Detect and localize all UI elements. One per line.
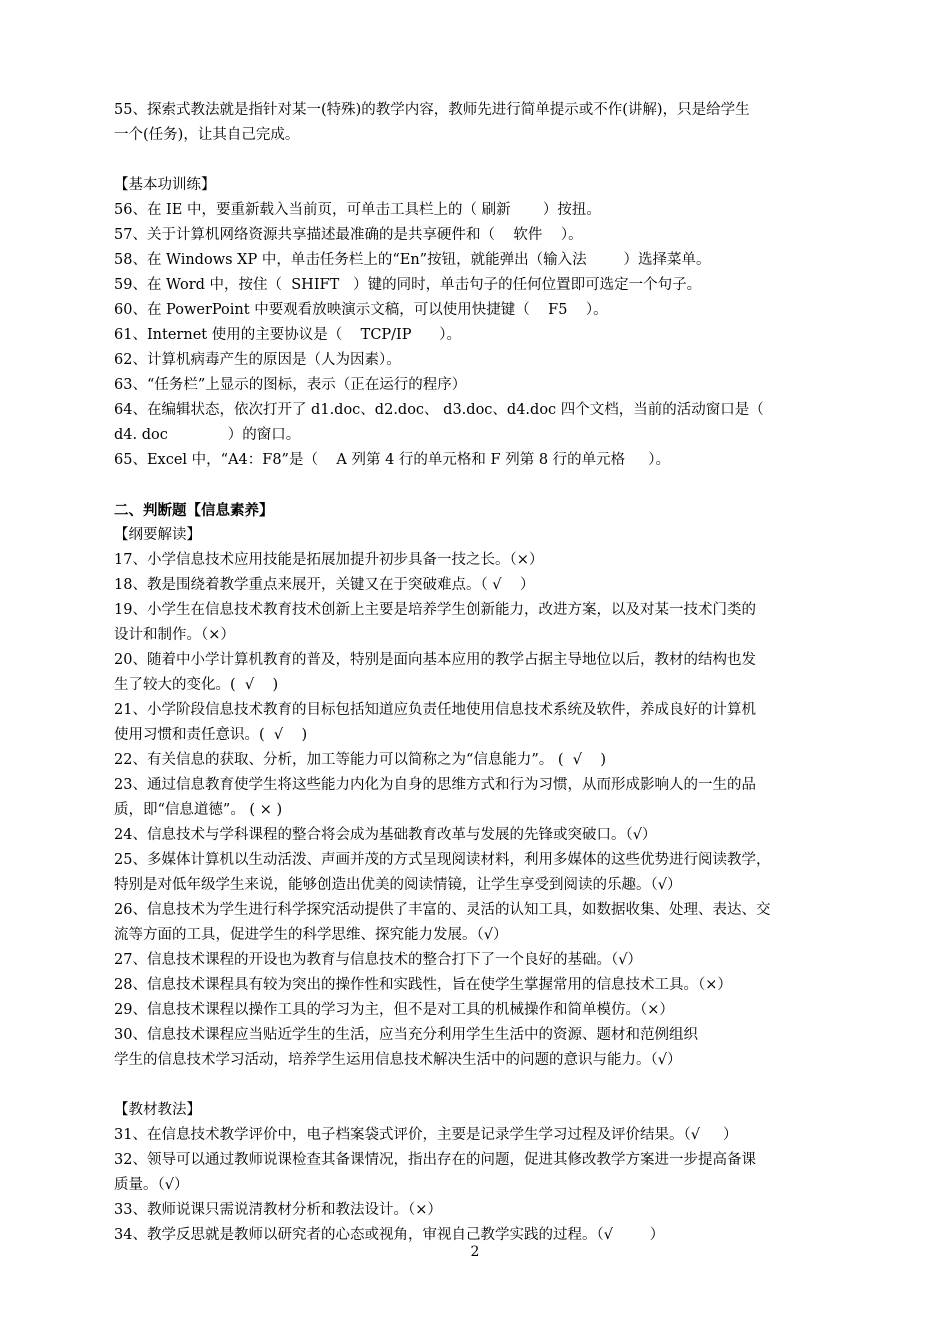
item-26: 26、信息技术为学生进行科学探究活动提供了丰富的、灵活的认知工具，如数据收集、处理、表达、交 <box>114 902 771 918</box>
item-25-cont: 特别是对低年级学生来说，能够创造出优美的阅读情镜，让学生享受到阅读的乐趣。（√） <box>114 877 682 893</box>
item-19-cont: 设计和制作。（×） <box>114 627 235 643</box>
item-25: 25、多媒体计算机以生动活泼、声画并茂的方式呈现阅读材料，利用多媒体的这些优势进行阅读教学， <box>114 852 771 868</box>
item-55: 55、探索式教法就是指针对某一(特殊)的教学内容，教师先进行简单提示或不作(讲解)，只是给学生 <box>114 102 750 118</box>
item-17: 17、小学信息技术应用技能是拓展加提升初步具备一技之长。（×） <box>114 552 544 568</box>
item-22: 22、有关信息的获取、分析，加工等能力可以简称之为“信息能力”。 ( √ ) <box>114 752 607 768</box>
item-18: 18、教是围绕着教学重点来展开，关键又在于突破难点。（ √ ） <box>114 577 535 593</box>
item-20: 20、随着中小学计算机教育的普及，特别是面向基本应用的教学占据主导地位以后，教材的结构也发 <box>114 652 756 668</box>
item-32: 32、领导可以通过教师说课检查其备课情况，指出存在的问题，促进其修改教学方案进一步提高备课 <box>114 1152 756 1168</box>
blank-line <box>114 1073 844 1098</box>
item-33: 33、教师说课只需说清教材分析和教法设计。（×） <box>114 1202 442 1218</box>
item-21-cont: 使用习惯和责任意识。( √ ) <box>114 727 308 743</box>
item-65: 65、Excel 中，“A4：F8”是（ A 列第 4 行的单元格和 F 列第 8 行的单元格 ）。 <box>114 452 670 468</box>
item-32-cont: 质量。（√） <box>114 1177 189 1193</box>
item-23: 23、通过信息教育使学生将这些能力内化为自身的思维方式和行为习惯，从而形成影响人的一生的品 <box>114 777 756 793</box>
item-64: 64、在编辑状态，依次打开了 d1.doc、d2.doc、 d3.doc、d4.doc 四个文档，当前的活动窗口是（ <box>114 402 764 418</box>
item-62: 62、计算机病毒产生的原因是（人为因素）。 <box>114 352 401 368</box>
item-57: 57、关于计算机网络资源共享描述最准确的是共享硬件和（ 软件 ）。 <box>114 227 583 243</box>
item-61: 61、Internet 使用的主要协议是（ TCP/IP ）。 <box>114 327 461 343</box>
item-29: 29、信息技术课程以操作工具的学习为主，但不是对工具的机械操作和简单模仿。（×） <box>114 1002 674 1018</box>
page-number: 2 <box>470 1244 480 1260</box>
item-64-cont: d4. doc ）的窗口。 <box>114 427 301 443</box>
item-31: 31、在信息技术教学评价中，电子档案袋式评价，主要是记录学生学习过程及评价结果。（√ ） <box>114 1127 738 1143</box>
item-63: 63、“任务栏”上显示的图标，表示（正在运行的程序） <box>114 377 467 393</box>
item-27: 27、信息技术课程的开设也为教育与信息技术的整合打下了一个良好的基础。（√） <box>114 952 642 968</box>
section-teaching-methods: 【教材教法】 <box>114 1102 201 1118</box>
item-60: 60、在 PowerPoint 中要观看放映演示文稿，可以使用快捷键（ F5 ）。 <box>114 302 608 318</box>
section-basic-training: 【基本功训练】 <box>114 177 216 193</box>
item-59: 59、在 Word 中，按住（ SHIFT ）键的同时，单击句子的任何位置即可选定一个句子。 <box>114 277 702 293</box>
item-30-cont: 学生的信息技术学习活动，培养学生运用信息技术解决生活中的问题的意识与能力。（√） <box>114 1052 682 1068</box>
section-outline: 【纲要解读】 <box>114 527 201 543</box>
item-56: 56、在 IE 中，要重新载入当前页，可单击工具栏上的（ 刷新 ）按扭。 <box>114 202 601 218</box>
item-30: 30、信息技术课程应当贴近学生的生活，应当充分利用学生生活中的资源、题材和范例组织 <box>114 1027 698 1043</box>
blank-line <box>114 473 844 498</box>
item-55-cont: 一个(任务)，让其自己完成。 <box>114 127 300 143</box>
section-true-false: 二、判断题【信息素养】 <box>114 502 274 519</box>
item-21: 21、小学阶段信息技术教育的目标包括知道应负责任地使用信息技术系统及软件，养成良好的计算机 <box>114 702 756 718</box>
item-34: 34、教学反思就是教师以研究者的心态或视角，审视自己教学实践的过程。（√ ） <box>114 1227 665 1243</box>
item-20-cont: 生了较大的变化。( √ ) <box>114 677 279 693</box>
item-24: 24、信息技术与学科课程的整合将会成为基础教育改革与发展的先锋或突破口。（√） <box>114 827 657 843</box>
document-page <box>114 98 844 1248</box>
item-19: 19、小学生在信息技术教育技术创新上主要是培养学生创新能力，改进方案，以及对某一技术门类的 <box>114 602 756 618</box>
blank-line <box>114 148 844 173</box>
item-58: 58、在 Windows XP 中，单击任务栏上的“En”按钮，就能弹出（输入法 ）选择菜单。 <box>114 252 711 268</box>
item-23-cont: 质，即“信息道德”。 ( × ) <box>114 802 283 818</box>
item-28: 28、信息技术课程具有较为突出的操作性和实践性，旨在使学生掌握常用的信息技术工具。（×） <box>114 977 732 993</box>
item-26-cont: 流等方面的工具，促进学生的科学思维、探究能力发展。（√） <box>114 927 508 943</box>
